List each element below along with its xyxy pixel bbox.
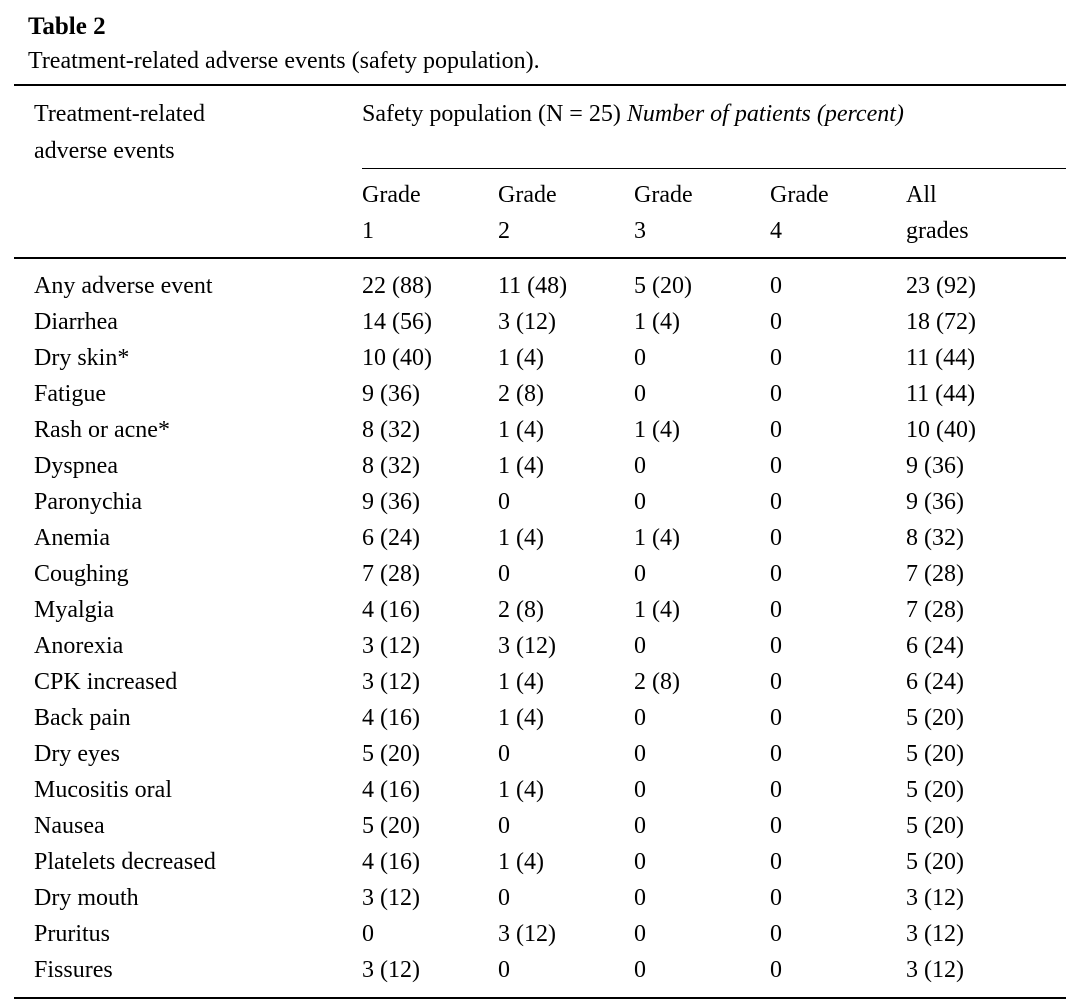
stub-header bbox=[14, 86, 362, 170]
row-cell-g2: 11 (48) bbox=[498, 273, 568, 299]
row-event-label: Nausea bbox=[34, 813, 105, 839]
row-cell-g1: 9 (36) bbox=[362, 489, 420, 515]
row-cell-g3: 0 bbox=[634, 633, 646, 659]
row-cell-all: 8 (32) bbox=[906, 525, 964, 551]
row-cell-all: 3 (12) bbox=[906, 921, 964, 947]
row-cell-g4: 0 bbox=[770, 669, 782, 695]
column-header-grade-2 bbox=[498, 170, 634, 258]
row-cell-g3: 0 bbox=[634, 561, 646, 587]
row-event-label: Fatigue bbox=[34, 381, 106, 407]
row-event-label: Diarrhea bbox=[34, 309, 118, 335]
row-event-label: Coughing bbox=[34, 561, 129, 587]
row-cell-all: 18 (72) bbox=[906, 309, 976, 335]
row-cell-g4: 0 bbox=[770, 345, 782, 371]
row-cell-g3: 0 bbox=[634, 813, 646, 839]
row-cell-g1: 3 (12) bbox=[362, 885, 420, 911]
row-cell-g2: 3 (12) bbox=[498, 309, 556, 335]
row-cell-g1: 14 (56) bbox=[362, 309, 432, 335]
table-row bbox=[14, 556, 1066, 592]
row-cell-g1: 4 (16) bbox=[362, 705, 420, 731]
table-row bbox=[14, 880, 1066, 916]
table-row bbox=[14, 916, 1066, 952]
column-header-grade-1 bbox=[362, 170, 498, 258]
row-event-label: Platelets decreased bbox=[34, 849, 216, 875]
row-cell-g2: 0 bbox=[498, 489, 510, 515]
row-event-label: Rash or acne* bbox=[34, 417, 170, 443]
row-cell-g1: 8 (32) bbox=[362, 417, 420, 443]
table-head bbox=[14, 85, 1066, 259]
row-cell-g3: 0 bbox=[634, 381, 646, 407]
row-cell-g3: 1 (4) bbox=[634, 309, 680, 335]
table-row bbox=[14, 736, 1066, 772]
table-row bbox=[14, 952, 1066, 998]
row-cell-all: 6 (24) bbox=[906, 633, 964, 659]
table-row bbox=[14, 772, 1066, 808]
row-cell-g3: 0 bbox=[634, 957, 646, 983]
span-header-plain: Safety population (N = 25) bbox=[362, 101, 627, 127]
row-cell-g4: 0 bbox=[770, 921, 782, 947]
row-cell-g2: 1 (4) bbox=[498, 705, 544, 731]
table-row bbox=[14, 844, 1066, 880]
column-header-spacer bbox=[14, 170, 362, 258]
column-header-grade-3 bbox=[634, 170, 770, 258]
span-header bbox=[362, 86, 1066, 168]
column-header-row bbox=[14, 170, 1066, 258]
row-cell-g4: 0 bbox=[770, 633, 782, 659]
column-header-grade-2-line2: 2 bbox=[498, 218, 510, 244]
row-cell-g2: 3 (12) bbox=[498, 633, 556, 659]
column-header-grade-3-line1: Grade bbox=[634, 182, 693, 208]
row-cell-g4: 0 bbox=[770, 273, 782, 299]
row-cell-all: 3 (12) bbox=[906, 885, 964, 911]
row-cell-all: 5 (20) bbox=[906, 813, 964, 839]
table-row bbox=[14, 520, 1066, 556]
row-cell-g1: 10 (40) bbox=[362, 345, 432, 371]
row-event-label: Dry eyes bbox=[34, 741, 120, 767]
row-cell-all: 10 (40) bbox=[906, 417, 976, 443]
table-label: Table 2 bbox=[28, 13, 106, 40]
stub-header-line1: Treatment-related bbox=[34, 101, 206, 127]
row-cell-g1: 9 (36) bbox=[362, 381, 420, 407]
row-event-label: Dry skin* bbox=[34, 345, 130, 371]
table-row bbox=[14, 376, 1066, 412]
row-cell-all: 11 (44) bbox=[906, 345, 976, 371]
stub-header-line2: adverse events bbox=[34, 138, 175, 164]
row-cell-g3: 0 bbox=[634, 885, 646, 911]
row-cell-g2: 0 bbox=[498, 813, 510, 839]
row-event-label: Pruritus bbox=[34, 921, 111, 947]
table-row bbox=[14, 304, 1066, 340]
row-cell-g2: 0 bbox=[498, 957, 510, 983]
row-cell-g1: 3 (12) bbox=[362, 633, 420, 659]
row-cell-all: 5 (20) bbox=[906, 849, 964, 875]
row-cell-g4: 0 bbox=[770, 813, 782, 839]
row-cell-g2: 1 (4) bbox=[498, 849, 544, 875]
row-event-label: Paronychia bbox=[34, 489, 142, 515]
row-cell-g2: 0 bbox=[498, 561, 510, 587]
row-event-label: Myalgia bbox=[34, 597, 114, 623]
column-header-grade-4-line1: Grade bbox=[770, 182, 829, 208]
column-header-all-grades bbox=[906, 170, 1066, 258]
row-event-label: Fissures bbox=[34, 957, 113, 983]
row-cell-all: 3 (12) bbox=[906, 957, 964, 983]
row-cell-g3: 0 bbox=[634, 705, 646, 731]
row-cell-g2: 2 (8) bbox=[498, 381, 544, 407]
row-event-label: Anorexia bbox=[34, 633, 124, 659]
row-cell-g3: 2 (8) bbox=[634, 669, 680, 695]
row-event-label: CPK increased bbox=[34, 669, 178, 695]
column-header-all-grades-line2: grades bbox=[906, 218, 969, 244]
table-row bbox=[14, 340, 1066, 376]
row-cell-g1: 4 (16) bbox=[362, 777, 420, 803]
row-cell-g2: 1 (4) bbox=[498, 525, 544, 551]
row-cell-g2: 0 bbox=[498, 885, 510, 911]
row-cell-g2: 1 (4) bbox=[498, 417, 544, 443]
row-cell-g3: 0 bbox=[634, 489, 646, 515]
row-cell-g4: 0 bbox=[770, 489, 782, 515]
row-cell-g2: 1 (4) bbox=[498, 669, 544, 695]
row-cell-g3: 1 (4) bbox=[634, 525, 680, 551]
row-cell-g4: 0 bbox=[770, 453, 782, 479]
table-row bbox=[14, 484, 1066, 520]
row-cell-g4: 0 bbox=[770, 417, 782, 443]
adverse-events-table bbox=[14, 84, 1066, 999]
row-cell-g2: 2 (8) bbox=[498, 597, 544, 623]
row-cell-g2: 3 (12) bbox=[498, 921, 556, 947]
table-row bbox=[14, 700, 1066, 736]
table-body bbox=[14, 259, 1066, 998]
row-cell-g3: 0 bbox=[634, 849, 646, 875]
column-header-all-grades-line1: All bbox=[906, 182, 937, 208]
row-cell-g3: 0 bbox=[634, 741, 646, 767]
table-row bbox=[14, 412, 1066, 448]
column-header-grade-1-line2: 1 bbox=[362, 218, 374, 244]
row-cell-g1: 8 (32) bbox=[362, 453, 420, 479]
row-cell-g4: 0 bbox=[770, 777, 782, 803]
table-row bbox=[14, 259, 1066, 304]
row-cell-all: 9 (36) bbox=[906, 489, 964, 515]
row-cell-g4: 0 bbox=[770, 525, 782, 551]
row-cell-g3: 0 bbox=[634, 921, 646, 947]
row-cell-g2: 1 (4) bbox=[498, 453, 544, 479]
header-span-row bbox=[14, 86, 1066, 168]
row-cell-all: 5 (20) bbox=[906, 741, 964, 767]
row-cell-g4: 0 bbox=[770, 741, 782, 767]
row-cell-g4: 0 bbox=[770, 381, 782, 407]
table-row bbox=[14, 628, 1066, 664]
row-cell-g3: 0 bbox=[634, 345, 646, 371]
row-cell-g1: 0 bbox=[362, 921, 374, 947]
row-cell-g2: 1 (4) bbox=[498, 777, 544, 803]
row-cell-all: 9 (36) bbox=[906, 453, 964, 479]
table-row bbox=[14, 448, 1066, 484]
row-cell-g1: 7 (28) bbox=[362, 561, 420, 587]
column-header-grade-1-line1: Grade bbox=[362, 182, 421, 208]
row-cell-g2: 0 bbox=[498, 741, 510, 767]
row-cell-g1: 3 (12) bbox=[362, 669, 420, 695]
row-event-label: Mucositis oral bbox=[34, 777, 172, 803]
row-event-label: Anemia bbox=[34, 525, 110, 551]
column-header-grade-4 bbox=[770, 170, 906, 258]
row-cell-g1: 5 (20) bbox=[362, 813, 420, 839]
table-row bbox=[14, 592, 1066, 628]
column-header-grade-4-line2: 4 bbox=[770, 218, 782, 244]
row-cell-g1: 4 (16) bbox=[362, 597, 420, 623]
column-header-grade-3-line2: 3 bbox=[634, 218, 646, 244]
column-header-grade-2-line1: Grade bbox=[498, 182, 557, 208]
row-event-label: Back pain bbox=[34, 705, 131, 731]
row-cell-g3: 1 (4) bbox=[634, 597, 680, 623]
row-cell-all: 7 (28) bbox=[906, 561, 964, 587]
row-cell-g1: 6 (24) bbox=[362, 525, 420, 551]
table-row bbox=[14, 808, 1066, 844]
row-cell-g3: 0 bbox=[634, 453, 646, 479]
row-cell-all: 5 (20) bbox=[906, 705, 964, 731]
span-header-italic: Number of patients (percent) bbox=[626, 101, 904, 127]
table-caption: Treatment-related adverse events (safety population). bbox=[28, 48, 540, 74]
row-cell-g3: 0 bbox=[634, 777, 646, 803]
row-cell-g1: 3 (12) bbox=[362, 957, 420, 983]
row-cell-g1: 4 (16) bbox=[362, 849, 420, 875]
row-event-label: Any adverse event bbox=[34, 273, 213, 299]
row-cell-g4: 0 bbox=[770, 309, 782, 335]
row-cell-g4: 0 bbox=[770, 561, 782, 587]
row-cell-g4: 0 bbox=[770, 849, 782, 875]
row-cell-all: 11 (44) bbox=[906, 381, 976, 407]
row-cell-g3: 5 (20) bbox=[634, 273, 692, 299]
row-cell-g4: 0 bbox=[770, 957, 782, 983]
row-cell-g4: 0 bbox=[770, 885, 782, 911]
row-cell-g4: 0 bbox=[770, 705, 782, 731]
row-cell-g4: 0 bbox=[770, 597, 782, 623]
row-cell-g1: 5 (20) bbox=[362, 741, 420, 767]
row-event-label: Dry mouth bbox=[34, 885, 139, 911]
row-cell-g2: 1 (4) bbox=[498, 345, 544, 371]
row-cell-all: 5 (20) bbox=[906, 777, 964, 803]
row-cell-all: 23 (92) bbox=[906, 273, 976, 299]
row-cell-g1: 22 (88) bbox=[362, 273, 432, 299]
row-cell-g3: 1 (4) bbox=[634, 417, 680, 443]
row-cell-all: 6 (24) bbox=[906, 669, 964, 695]
row-event-label: Dyspnea bbox=[34, 453, 118, 479]
row-cell-all: 7 (28) bbox=[906, 597, 964, 623]
table-row bbox=[14, 664, 1066, 700]
